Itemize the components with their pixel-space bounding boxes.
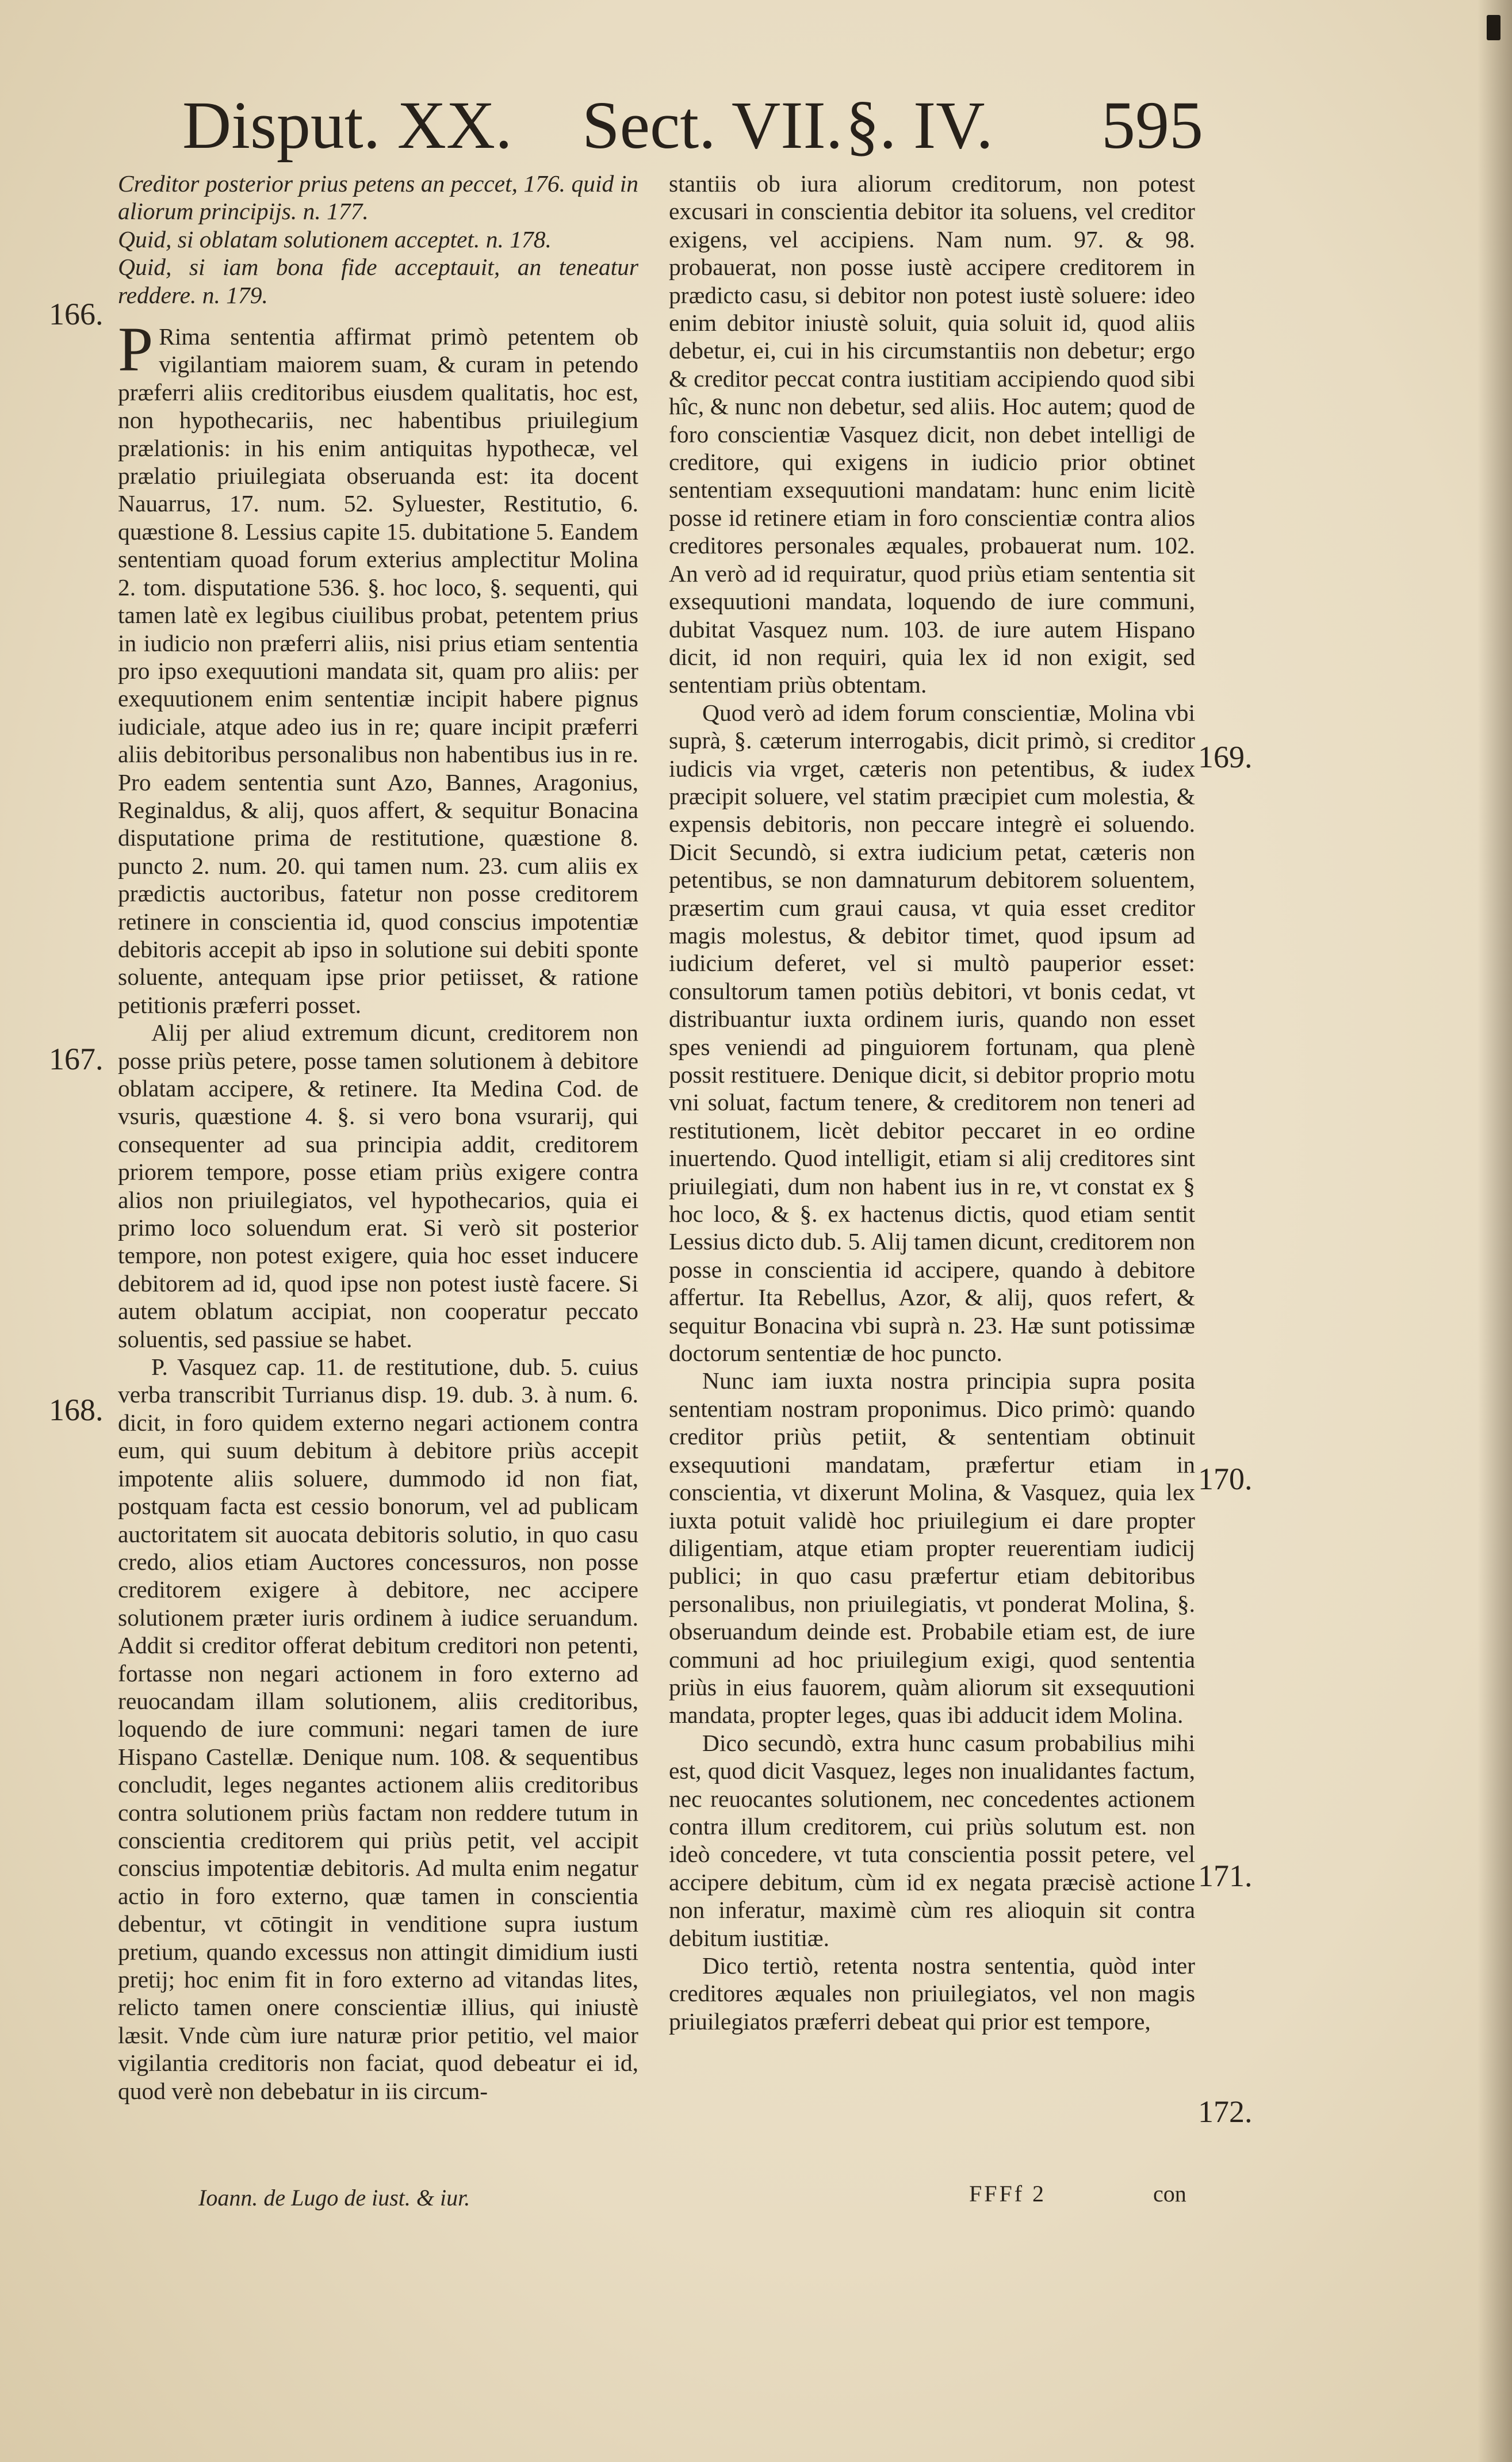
paragraph-168-continued: stantiis ob iura aliorum creditorum, non potest excusari in conscientia debitor ita soluens, vel creditor exigens, vel accipiens. Nam num. 97. & 98. probauerat, non posse iustè accipere creditorem in prædicto casu, si debitor non potest iustè soluere: ideo enim debitor iniustè soluit, quia soluit id, quod aliis debetur, ei, cui in his circumstantiis non debetur; ergo & creditor peccat contra iustitiam accipiendo quod sibi hîc, & nunc non debetur, sed aliis. Hoc autem; quod de foro conscientiæ Vasquez dicit, non debet intelligi de creditore, qui exigens in iudicio prior obtinet sententiam exsequutioni mandatam: hunc enim licitè posse id retinere etiam in foro conscientiæ contra alios creditores personales æquales, probauerat num. 102. An verò ad id requiratur, quod priùs etiam sententia sit exsequutioni mandata, loquendo de iure communi, dubitat Vasquez num. 103. de iure autem Hispano dicit, id non requiri, quia lex id non exigit, sed sententiam priùs obtentam. [669,170,1195,698]
summary-line: Creditor posterior prius petens an peccet, 176. quid in aliorum principijs. n. 177. [118,170,638,225]
right-column [669,170,1195,2035]
running-head-disputatio: Disput. XX. [182,87,512,163]
running-head [173,86,1380,173]
signature-mark: FFFf 2 [969,2181,1047,2207]
drop-cap: P [118,314,154,385]
margin-number-167: 167. [49,1042,104,1076]
paragraph-166 [118,314,638,1019]
margin-number-169: 169. [1198,740,1253,774]
section-summary [118,170,638,309]
footer-author-line: Ioann. de Lugo de iust. & iur. [198,2185,470,2211]
paragraph-171: Dico secundò, extra hunc casum probabilius mihi est, quod dicit Vasquez, leges non inualidantes factum, nec reuocantes solutionem, nec concedentes actionem contra illum creditorem, cui priùs solutum est. non ideò concedere, vt tuta conscientia possit petere, vel accipere debitum, cùm id ex negata præcisè actione non inferatur, maximè cùm res alioquin sit contra debitum iustitiæ. [669,1729,1195,1951]
running-head-paragraph: §. IV. [845,87,993,163]
summary-line: Quid, si oblatam solutionem acceptet. n. 178. [118,225,552,253]
catchword: con [1153,2181,1186,2207]
page-edge-shadow [1477,0,1512,2462]
margin-number-168: 168. [49,1393,104,1427]
paragraph-170: Nunc iam iuxta nostra principia supra posita sententiam nostram proponimus. Dico primò: quando creditor priùs petiit, & sententiam obtinuit exsequutioni mandatam, præfertur etiam in conscientia, vt dixerunt Molina, & Vasquez, quia lex iuxta potuit validè hoc priuilegium ei dare propter diligentiam, atque etiam propter reuerentiam iudicij publici; in quo casu præfertur etiam debitoribus personalibus, non priuilegiatis, vt ponderat Molina, §. obseruandum deinde est. Probabile etiam est, de iure communi ad hoc priuilegium exigi, quod sententia priùs in eius fauorem, quàm aliorum sit exsequutioni mandata, propter leges, quas ibi adducit idem Molina. [669,1367,1195,1729]
summary-line: Quid, si iam bona fide acceptauit, an teneatur reddere. n. 179. [118,254,638,308]
page-number: 595 [1101,87,1203,163]
corner-mark [1487,15,1500,40]
left-column [118,170,638,2105]
margin-number-166: 166. [49,297,104,331]
paragraph-168: P. Vasquez cap. 11. de restitutione, dub. 5. cuius verba transcribit Turrianus disp. 19. dub. 3. à num. 6. dicit, in foro quidem externo negari actionem contra eum, qui suum debitum à debitore priùs accepit impotente aliis soluere, dummodo id non fiat, postquam facta est cessio bonorum, vel ad publicam auctoritatem sit auocata debitoris solutio, in quo casu credo, alios etiam Auctores concessuros, non posse creditorem exigere à debitore, nec accipere solutionem præter iuris ordinem à iudice seruandum. Addit si creditor offerat debitum creditori non petenti, fortasse non negari actionem in foro externo ad reuocandam illam solutionem, aliis creditoribus, loquendo de iure communi: negari tamen de iure Hispano Castellæ. Denique num. 108. & sequentibus concludit, leges negantes actionem aliis creditoribus contra solutionem priùs factam non reddere tutum in conscientia creditorem qui priùs petit, vel accipit conscius impotentiæ debitoris. Ad multa enim negatur actio in foro externo, quæ tamen in conscientia debentur, vt cōtingit in venditione supra iustum pretium, quando excessus non attingit dimidium iusti pretij; hoc enim fit in foro externo ad vitandas lites, relicto tamen onere conscientiæ illius, qui iniustè læsit. Vnde cùm iure naturæ prior petitio, vel maior vigilantia creditoris non faciat, quod debeatur ei id, quod verè non debebatur in iis circum- [118,1354,638,2104]
margin-number-171: 171. [1198,1859,1253,1893]
margin-number-170: 170. [1198,1462,1253,1496]
running-head-sectio: Sect. VII. [582,87,843,163]
paragraph-169: Quod verò ad idem forum conscientiæ, Molina vbi suprà, §. cæterum interrogabis, dicit primò, si creditor iudicis via vrget, cæteris non petentibus, & iudex præcipit soluere, vel statim præcipiet cum molestia, & expensis debitoris, non peccare integrè ei soluendo. Dicit Secundò, si extra iudicium petat, cæteris non petentibus, se non damnaturum debitorem soluentem, præsertim cum graui causa, vt quia esset creditor magis molestus, & debitor timet, quod ipsum ad iudicium deferet, vel si multò pauperior esset: consultorum tamen potiùs debitori, vt bonis cedat, vt distribuantur iuxta ordinem iuris, quando non esset spes veniendi ad pinguiorem fortunam, qua plenè possit restituere. Denique dicit, si debitor proprio motu vni soluat, factum tenere, & creditorem non teneri ad restitutionem, licèt debitor peccaret in eo ordine inuertendo. Quod intelligit, etiam si alij creditores sint priuilegiati, dum non habent ius in re, vt constat ex § hoc loco, & §. ex hactenus dictis, quod etiam sentit Lessius dicto dub. 5. Alij tamen dicunt, creditorem non posse in conscientia id accipere, quando à debitore affertur. Ita Rebellus, Azor, & alij, quos refert, & sequitur Bonacina vbi suprà n. 23. Hæ sunt potissimæ doctorum sententiæ de hoc puncto. [669,699,1195,1367]
paragraph-172: Dico tertiò, retenta nostra sententia, quòd inter creditores æquales non priuilegiatos, vel non magis priuilegiatos præferri debeat qui prior est tempore, [669,1952,1195,2035]
margin-number-172: 172. [1198,2094,1253,2129]
paragraph-166-text: Rima sententia affirmat primò petentem ob vigilantiam maiorem suam, & curam in petendo præferri aliis creditoribus eiusdem qualitatis, hoc est, non hypothecariis, nec habentibus priuilegium prælationis: in his enim antiquitas hypothecæ, vel prælatio priuilegiata obseruanda est: ita docent Nauarrus, 17. num. 52. Syluester, Restitutio, 6. quæstione 8. Lessius capite 15. dubitatione 5. Eandem sententiam quoad forum exterius amplectitur Molina 2. tom. disputatione 536. §. hoc loco, §. sequenti, qui tamen latè ex legibus ciuilibus probat, petentem prius in iudicio non præferri aliis, nisi prius etiam sententia pro ipso exequutioni mandata sit, quam pro aliis: per exequutionem enim sententiæ incipit habere pignus iudiciale, atque adeo ius in re; quare incipit præferri aliis debitoribus personalibus non habentibus ius in re. Pro eadem sententia sunt Azo, Bannes, Aragonius, Reginaldus, & alij, quos affert, & sequitur Bonacina disputatione prima de restitutione, quæstione 8. puncto 2. num. 20. qui tamen num. 23. cum aliis ex prædictis auctoribus, fatetur non posse creditorem retinere in conscientia id, quod conscius impotentiæ debitoris accepit ab ipso in solutione sui debiti sponte soluente, antequam ipse prior petiisset, & ratione petitionis præferri posset. [118,323,638,1018]
paragraph-167: Alij per aliud extremum dicunt, creditorem non posse priùs petere, posse tamen solutionem à debitore oblatam accipere, & retinere. Ita Medina Cod. de vsuris, quæstione 4. §. si vero bona vsurarij, qui consequenter ad sua principia addit, creditorem priorem tempore, posse etiam priùs exigere contra alios non priuilegiatos, vel hypothecarios, quia ei primo loco soluendum erat. Si verò sit posterior tempore, non potest exigere, quia hoc esset inducere debitorem ad id, quod ipse non potest iustè facere. Si autem oblatum accipiat, non cooperatur peccato soluentis, sed passiue se habet. [118,1019,638,1352]
